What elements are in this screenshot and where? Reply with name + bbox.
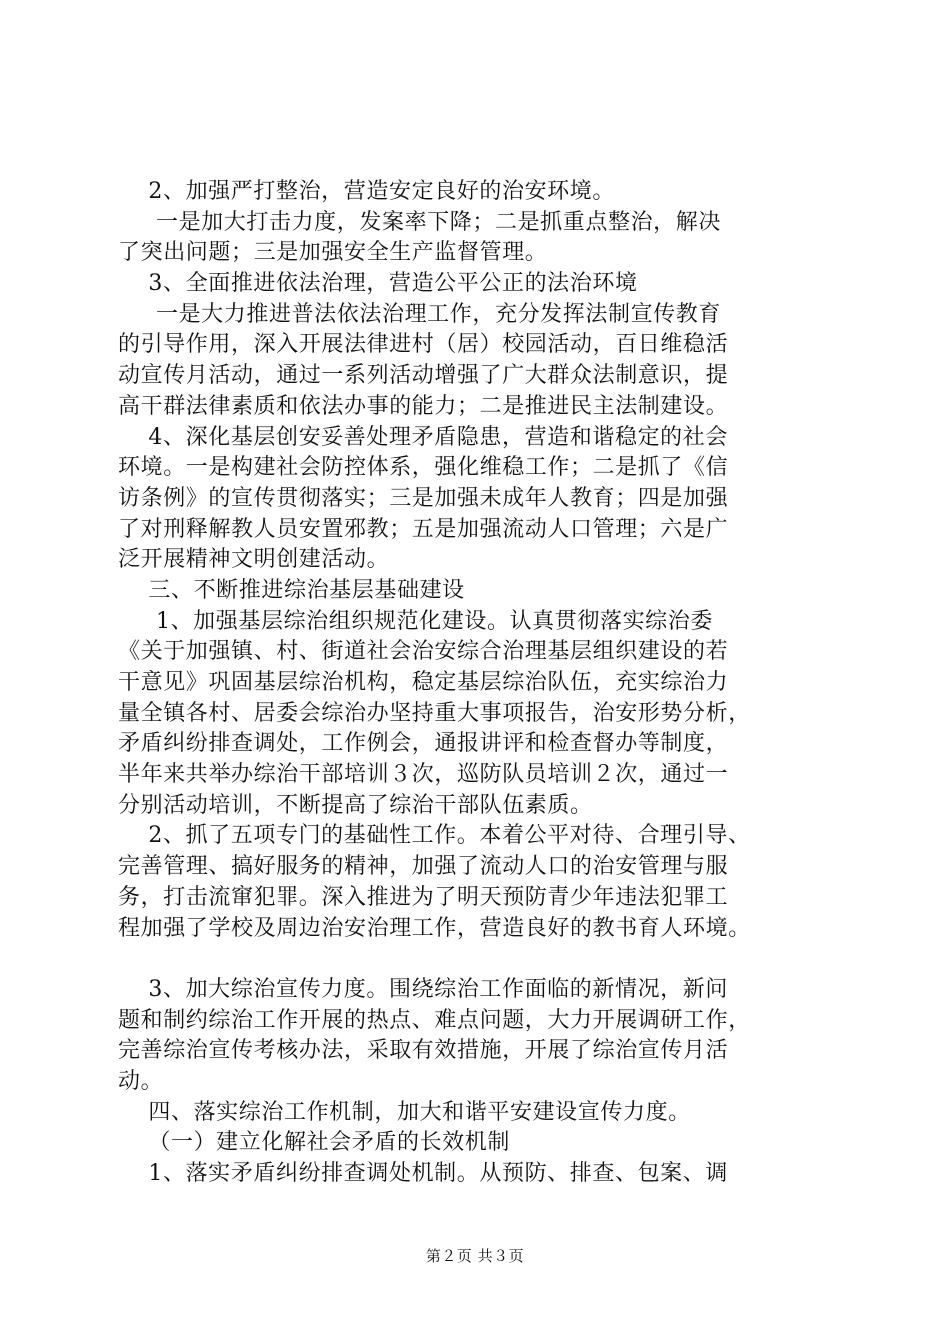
text-line: 半年来共举办综治干部培训３次，巡防队员培训２次，通过一 [118,762,729,788]
text-line: 三、不断推进综治基层基础建设 [118,577,465,603]
text-line: 1、落实矛盾纠纷排查调处机制。从预防、排查、包案、调 [118,1161,728,1186]
text-line: 一是加大打击力度，发案率下降；二是抓重点整治，解决 [118,209,721,235]
text-line: 分别活动培训，不断提高了综治干部队伍素质。 [118,792,593,818]
text-line: 完善管理、搞好服务的精神，加强了流动人口的治安管理与服 [118,854,729,880]
text-line: 动。 [118,1068,164,1094]
text-line: 量全镇各村、居委会综治办坚持重大事项报告，治安形势分析， [118,700,751,726]
text-line: 2、抓了五项专门的基础性工作。本着公平对待、合理引导、 [118,823,751,849]
text-line: 程加强了学校及周边治安治理工作，营造良好的教书育人环境。 [118,915,751,941]
text-line: 务，打击流窜犯罪。深入推进为了明天预防青少年违法犯罪工 [118,884,729,910]
text-line: 1、加强基层综治组织规范化建设。认真贯彻落实综治委 [118,608,713,634]
text-line: 《关于加强镇、村、街道社会治安综合治理基层组织建设的若 [118,639,729,665]
text-line: 动宣传月活动，通过一系列活动增强了广大群众法制意识，提 [118,363,729,389]
text-line: 一是大力推进普法依法治理工作，充分发挥法制宣传教育 [118,301,721,327]
text-line: 矛盾纠纷排查调处，工作例会，通报讲评和检查督办等制度， [118,731,729,757]
text-line: 4、深化基层创安妥善处理矛盾隐患，营造和谐稳定的社会 [118,424,728,450]
text-line: 3、全面推进依法治理，营造公平公正的法治环境 [118,271,638,297]
text-line: 了对刑释解教人员安置邪教；五是加强流动人口管理；六是广 [118,516,729,542]
text-line: 3、加大综治宣传力度。围绕综治工作面临的新情况，新问 [118,976,728,1002]
blank-line [118,944,834,975]
text-line: 环境。一是构建社会防控体系，强化维稳工作；二是抓了《信 [118,455,729,481]
text-line: 题和制约综治工作开展的热点、难点问题，大力开展调研工作， [118,1007,751,1033]
text-line: 了突出问题；三是加强安全生产监督管理。 [118,240,548,266]
text-line: 四、落实综治工作机制，加大和谐平安建设宣传力度。 [118,1099,691,1125]
document-body [118,177,834,1190]
text-line: 高干群法律素质和依法办事的能力；二是推进民主法制建设。 [118,393,729,419]
text-line: 泛开展精神文明创建活动。 [118,547,390,573]
text-line: 完善综治宣传考核办法，采取有效措施，开展了综治宣传月活 [118,1038,729,1064]
text-line: 2、加强严打整治，营造安定良好的治安环境。 [118,179,615,204]
text-line: （一）建立化解社会矛盾的长效机制 [118,1130,510,1156]
text-line: 访条例》的宣传贯彻落实；三是加强未成年人教育；四是加强 [118,485,729,511]
text-line: 干意见》巩固基层综治机构，稳定基层综治队伍，充实综治力 [118,670,729,695]
text-line: 的引导作用，深入开展法律进村（居）校园活动，百日维稳活 [118,332,729,358]
page-footer: 第２页 共３页 [425,1247,525,1265]
